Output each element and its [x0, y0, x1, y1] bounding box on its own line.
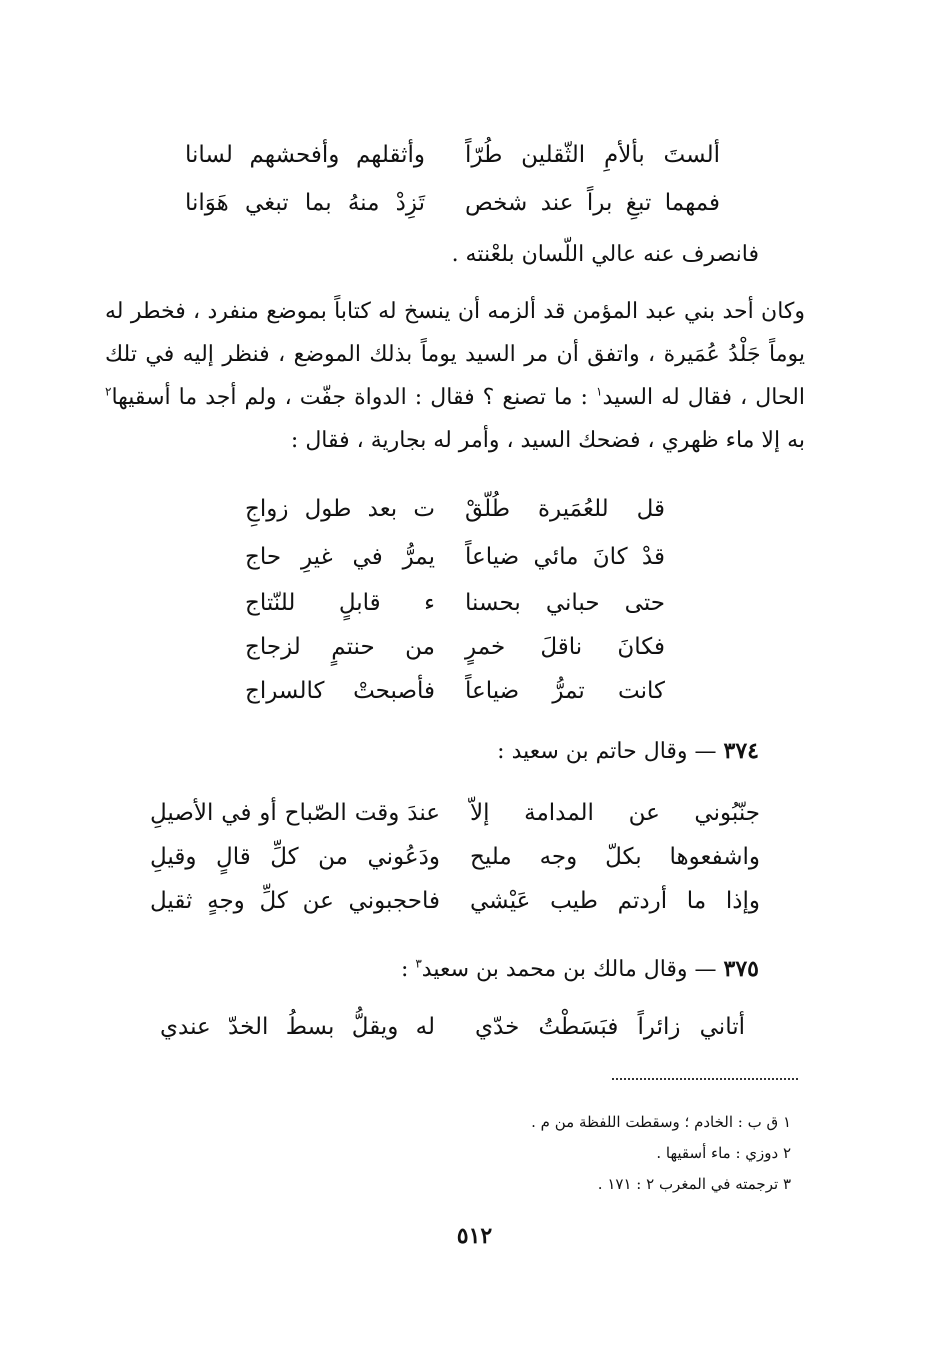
section-heading-text: — وقال حاتم بن سعيد : — [497, 739, 724, 764]
verse-first-hemistich: ألستَ بألأمِ الثّقلين طُرّاً — [465, 142, 720, 168]
verse-second-hemistich: فاحجبوني عن كلِّ وجهٍ ثقيل — [150, 888, 440, 914]
verse-line — [150, 886, 760, 916]
verse-first-hemistich: فمهما تبغِ براً عند شخص — [465, 190, 720, 216]
verse-second-hemistich: ء قابلٍ للنّتاج — [245, 590, 435, 616]
verse-line — [185, 188, 720, 218]
footnote-ref: ١ — [596, 384, 603, 399]
prose-line: فانصرف عنه عالي اللّسان بلعْنته . — [451, 242, 759, 267]
verse-line — [150, 842, 760, 872]
verse-second-hemistich: ت بعد طول زواجِ — [245, 496, 435, 522]
verse-line — [245, 542, 665, 572]
footnote: ٢ دوزي : ماء أسقيها . — [656, 1144, 791, 1162]
verse-second-hemistich: يمرُّ في غيرِ حاج — [245, 544, 435, 570]
verse-first-hemistich: فكانَ ناقلَ خمرٍ — [465, 634, 665, 660]
paragraph-text: وكان أحد بني عبد المؤمن قد ألزمه أن ينسخ له كتاباً بموضع منفرد ، فخطر له يوماً جَلْدُ عُمَيرة ، واتفق أن مر السيد يوماً بذلك الموضع ، فنظر إليه في تلك الحال ، فقال له السيد — [105, 299, 805, 410]
verse-line — [245, 494, 665, 524]
page-number: ٥١٢ — [456, 1223, 493, 1249]
footnote-ref: ٣ — [415, 956, 422, 971]
verse-second-hemistich: عندَ وقت الصّباح أو في الأصيلِ — [150, 800, 440, 826]
verse-first-hemistich: أتاني زائراً فبَسَطْتُ خدّي — [475, 1014, 745, 1040]
verse-second-hemistich: تَزِدْ منهُ بما تبغي هَوَانا — [185, 190, 425, 216]
section-heading — [497, 736, 759, 767]
verse-first-hemistich: وإذا ما أردتم طيب عَيْشي — [470, 888, 760, 914]
verse-line — [160, 1012, 745, 1042]
prose-paragraph — [105, 290, 805, 462]
section-heading — [401, 954, 759, 985]
verse-second-hemistich: وأثقلهم وأفحشهم لسانا — [185, 142, 425, 168]
verse-line — [245, 588, 665, 618]
footnote: ٣ ترجمته في المغرب ٢ : ١٧١ . — [597, 1175, 791, 1193]
verse-line — [245, 676, 665, 706]
verse-first-hemistich: جنّبُوني عن المدامة إلاّ — [470, 800, 760, 826]
section-number: ٣٧٥ — [723, 956, 759, 982]
verse-second-hemistich: له ويقلُّ بسطُ الخدّ عندي — [160, 1014, 435, 1040]
verse-first-hemistich: كانت تمرُّ ضياعاً — [465, 678, 665, 704]
verse-first-hemistich: واشفعوها بكلّ وجه مليح — [470, 844, 760, 870]
footnote: ١ ق ب : الخادم ؛ وسقطت اللفظة من م . — [531, 1113, 791, 1131]
verse-first-hemistich: قدْ كانَ مائي ضياعاً — [465, 544, 665, 570]
section-heading-text: — وقال مالك بن محمد بن سعيد — [421, 957, 724, 982]
verse-line — [185, 140, 720, 170]
footnote-ref: ٢ — [105, 384, 112, 399]
verse-first-hemistich: قل للعُمَيرة طُلّقْ — [465, 496, 665, 522]
verse-line — [150, 798, 760, 828]
paragraph-text: به إلا ماء ظهري ، فضحك السيد ، وأمر له بجارية ، فقال : — [290, 428, 805, 453]
section-number: ٣٧٤ — [723, 738, 759, 764]
footnote-separator — [612, 1078, 798, 1080]
verse-second-hemistich: من حنتمٍ لزجاج — [245, 634, 435, 660]
verse-first-hemistich: حتى حباني بحسنا — [465, 590, 665, 616]
section-heading-text: : — [400, 957, 416, 982]
verse-second-hemistich: ودَعُوني من كلِّ قالٍ وقيلِ — [150, 844, 440, 870]
paragraph-text: : ما تصنع ؟ فقال : الدواة جفّت ، ولم أجد ما أسقيها — [111, 385, 597, 410]
verse-line — [245, 632, 665, 662]
verse-second-hemistich: فأصبحتْ كالسراج — [245, 678, 435, 704]
